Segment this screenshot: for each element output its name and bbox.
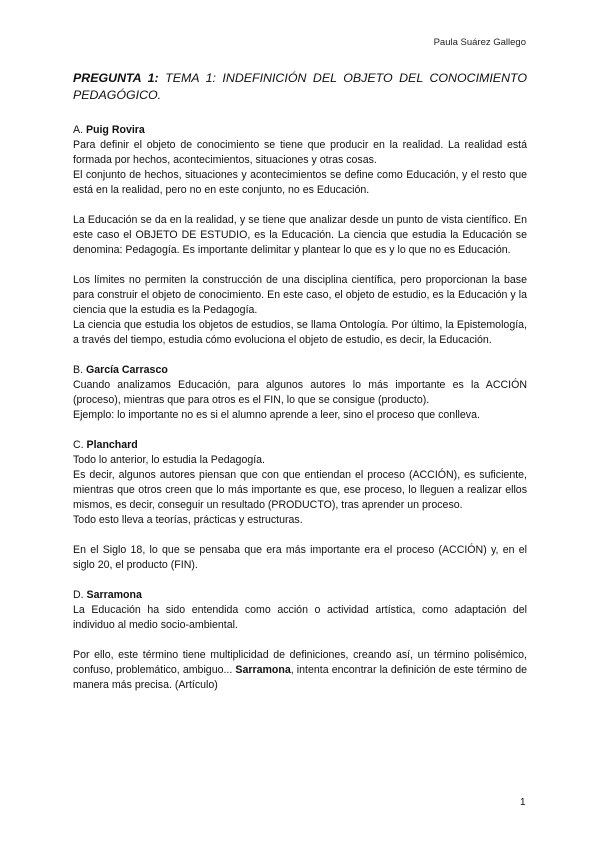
author-heading: García Carrasco [85,364,168,376]
paragraph: La Educación se da en la realidad, y se tiene que analizar desde un punto de vista científico. En este caso el OBJETO DE ESTUDIO, es la Educación. La ciencia que estudia la Educación se denomina: Pedagogía. Es importante delimitar y plantear lo que es y lo que no es Educación. [73,214,527,256]
question-topic: TEMA 1: INDEFINICIÓN DEL OBJETO DEL CONOCIMIENTO PEDAGÓGICO. [73,71,527,102]
page-number: 1 [520,797,526,808]
section-heading [73,438,527,453]
author-heading: Planchard [86,439,138,451]
section-letter: B. [73,364,86,376]
section-c [73,438,527,573]
section-letter: D. [73,589,87,601]
author-heading: Puig Rovira [85,124,145,136]
section-heading [73,123,527,138]
section-b [73,363,527,423]
paragraph: Es decir, algunos autores piensan que con que entiendan el proceso (ACCIÓN), es suficiente, mientras que otros creen que lo más importante es que, ese proceso, lo lleguen a realizar ellos mismos, es decir, conseguir un resultado (PRODUCTO), tras aprender un proceso. [73,469,527,511]
paragraph: Cuando analizamos Educación, para algunos autores lo más importante es la ACCIÓN (proceso), mientras que para otros es el FIN, lo que se consigue (producto). [73,379,527,406]
section-letter: C. [73,439,87,451]
paragraph: En el Siglo 18, lo que se pensaba que era más importante era el proceso (ACCIÓN) y, en el siglo 20, el producto (FIN). [73,544,527,571]
paragraph: Todo esto lleva a teorías, prácticas y estructuras. [73,514,303,526]
author-name: Paula Suárez Gallego [433,37,526,48]
document-body [73,70,527,693]
paragraph [73,648,527,693]
author-mention: Sarramona [235,664,291,676]
section-heading [73,363,527,378]
paragraph: Los límites no permiten la construcción de una disciplina científica, pero proporcionan la base para construir el objeto de conocimiento. En este caso, el objeto de estudio, es la Educación y la ciencia que la estudia es la Pedagogía. [73,274,527,316]
paragraph: Ejemplo: lo importante no es si el alumno aprende a leer, sino el proceso que conlleva. [73,409,480,421]
paragraph-text: Por ello, este término tiene multiplicidad de definiciones, creando así, un término polisémico, confuso, problemático, ambiguo... [73,649,527,676]
section-heading [73,588,527,603]
paragraph: Para definir el objeto de conocimiento se tiene que producir en la realidad. La realidad está formada por hechos, acontecimientos, situaciones y otras cosas. [73,139,527,166]
paragraph-text: , intenta encontrar la definición de este término de manera más precisa. (Artículo) [73,664,527,691]
paragraph: El conjunto de hechos, situaciones y acontecimientos se define como Educación, y el resto que está en la realidad, pero no en este conjunto, no es Educación. [73,169,527,196]
paragraph: La ciencia que estudia los objetos de estudios, se llama Ontología. Por último, la Epistemología, a través del tiempo, estudia cómo evoluciona el objeto de estudio, es decir, la Educación. [73,319,527,346]
paragraph: Todo lo anterior, lo estudia la Pedagogía. [73,454,266,466]
section-d [73,588,527,693]
section-a [73,123,527,348]
paragraph: La Educación ha sido entendida como acción o actividad artística, como adaptación del individuo al medio socio-ambiental. [73,604,527,631]
question-label: PREGUNTA 1: [73,71,159,85]
author-heading: Sarramona [86,589,142,601]
question-title [73,70,527,104]
section-letter: A. [73,124,86,136]
